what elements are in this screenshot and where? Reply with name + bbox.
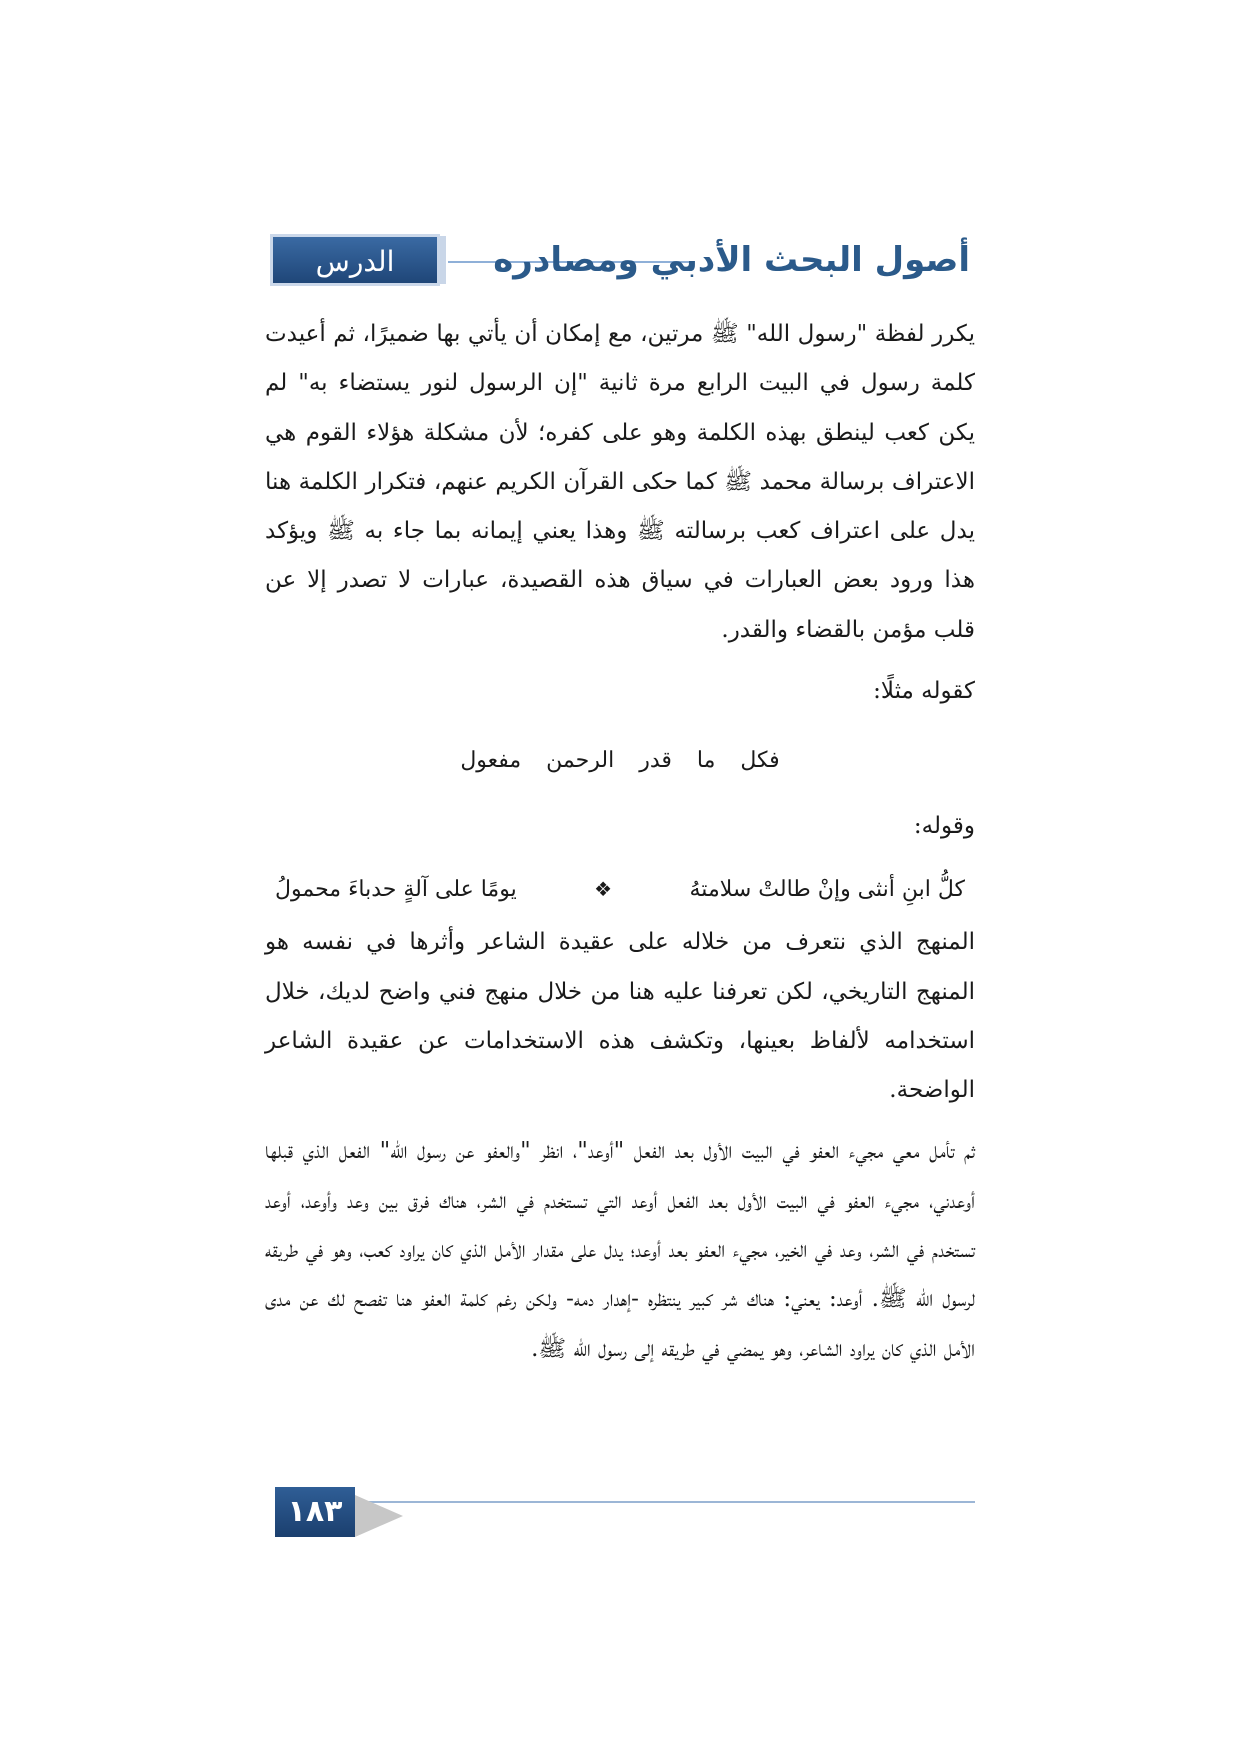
page-body (265, 310, 975, 1374)
paragraph-1: يكرر لفظة "رسول الله" ﷺ مرتين، مع إمكان أن يأتي بها ضميرًا، ثم أعيدت كلمة رسول في البيت الرابع مرة ثانية "إن الرسول لنور يستضاء به" لم يكن كعب لينطق بهذه الكلمة وهو على كفره؛ لأن مشكلة هؤلاء القوم هي الاعتراف برسالة محمد ﷺ كما حكى القرآن الكريم عنهم، فتكرار الكلمة هنا يدل على اعتراف كعب برسالته ﷺ وهذا يعني إيمانه بما جاء به ﷺ ويؤكد هذا ورود بعض العبارات في سياق هذه القصيدة، عبارات لا تصدر إلا عن قلب مؤمن بالقضاء والقدر. (265, 321, 975, 643)
verse-separator-icon: ❖ (594, 876, 613, 901)
verse-first-hemistich: كلُّ ابنِ أنثى وإنْ طالتْ سلامتهُ (689, 876, 965, 902)
paragraph-2: المنهج الذي نتعرف من خلاله على عقيدة الشاعر وأثرها في نفسه هو المنهج التاريخي، لكن تعرفنا عليه هنا من خلال منهج فني واضح لديك، خلال استخدامه لألفاظ بعينها، وتكشف هذه الاستخدامات عن عقيدة الشاعر الواضحة. (265, 929, 975, 1104)
quote-intro-label: كقوله مثلًا: (873, 678, 975, 705)
footer-wedge (355, 1495, 403, 1537)
page-footer (275, 1487, 975, 1537)
quote-intro-label-2: وقوله: (913, 812, 975, 839)
page-number: ١٨٣ (275, 1487, 355, 1537)
lesson-badge: الدرس العاشر (270, 234, 440, 286)
footer-divider (355, 1501, 975, 1503)
poem-hemistich: فكل ما قدر الرحمن مفعول (460, 748, 780, 774)
verse-second-hemistich: يومًا على آلةٍ حدباءَ محمولُ (275, 876, 517, 902)
page-header (270, 232, 970, 328)
book-title: أصول البحث الأدبي ومصادره (493, 240, 970, 280)
poem-verse (275, 865, 965, 914)
paragraph-3: ثم تأمل معي مجيء العفو في البيت الأول بعد الفعل "أوعد"، انظر "والعفو عن رسول الله" الفعل الذي قبلها أوعدني، مجيء العفو في البيت الأول بعد الفعل أوعد التي تستخدم في الشر، هناك فرق بين وعد وأوعد، أوعد تستخدم في الشر، وعد في الخير، مجيء العفو بعد أوعد؛ يدل على مقدار الأمل الذي كان يراود كعب، وهو في طريقه لرسول الله ﷺ. أوعد: يعني: هناك شر كبير ينتظره -إهدار دمه- ولكن رغم كلمة العفو هنا تفصح لك عن مدى الأمل الذي كان يراود الشاعر، وهو يمضي في طريقه إلى رسول الله ﷺ. (265, 1138, 975, 1362)
